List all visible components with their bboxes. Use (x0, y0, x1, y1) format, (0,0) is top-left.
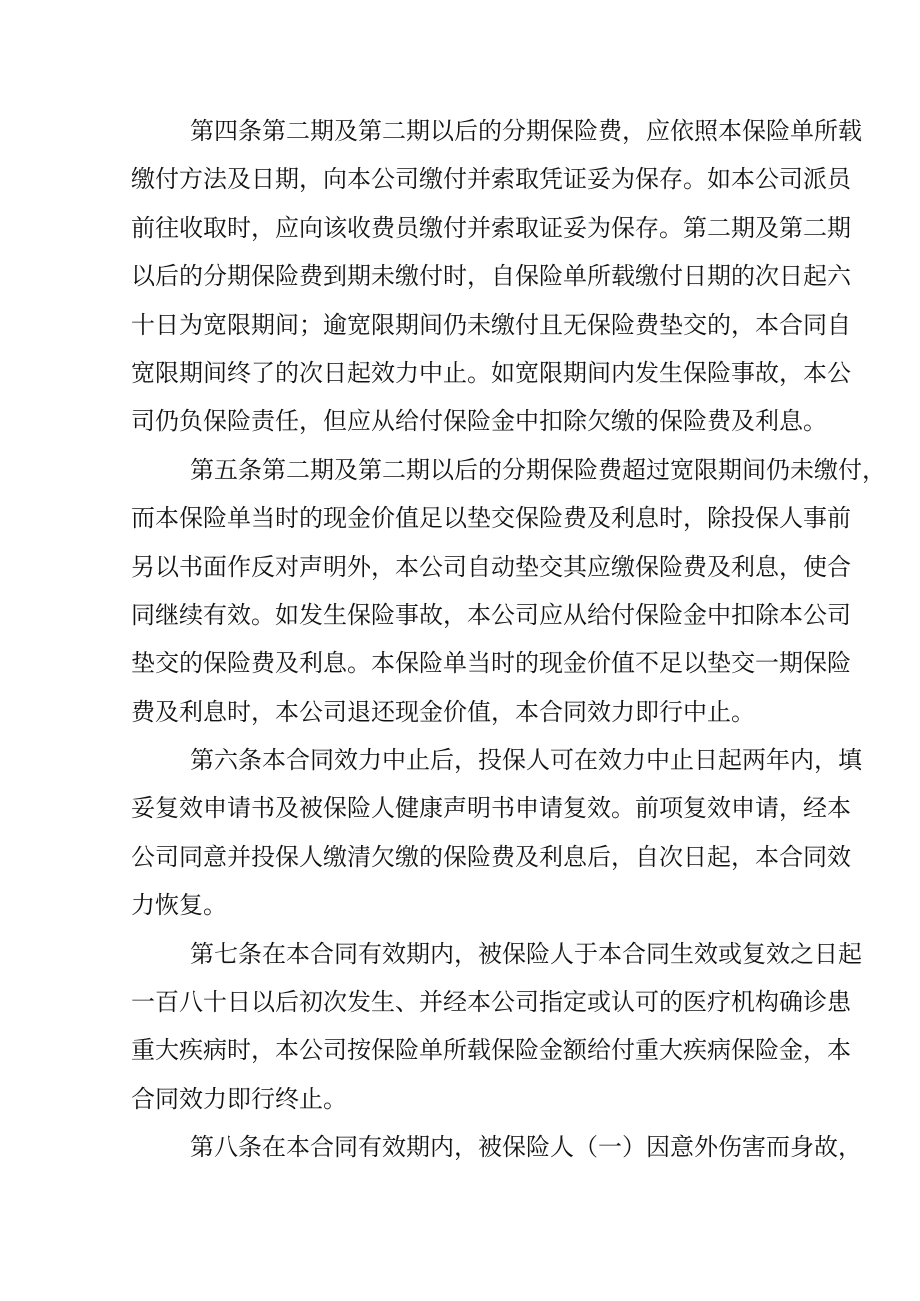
paragraph (131, 107, 862, 446)
text-line: 以后的分期保险费到期未缴付时，自保险单所载缴付日期的次日起六 (131, 262, 851, 291)
text-line: 力恢复。 (131, 891, 227, 920)
text-line: 一百八十日以后初次发生、并经本公司指定或认可的医疗机构确诊患 (131, 988, 851, 1017)
text-line: 而本保险单当时的现金价值足以垫交保险费及利息时，除投保人事前 (131, 504, 851, 533)
text-line: 同继续有效。如发生保险事故，本公司应从给付保险金中扣除本公司 (131, 600, 851, 629)
text-line: 妥复效申请书及被保险人健康声明书申请复效。前项复效申请，经本 (131, 794, 851, 823)
text-line: 缴付方法及日期，向本公司缴付并索取凭证妥为保存。如本公司派员 (131, 165, 851, 194)
text-line: 费及利息时，本公司退还现金价值，本合同效力即行中止。 (131, 697, 755, 726)
text-line: 公司同意并投保人缴清欠缴的保险费及利息后，自次日起，本合同效 (131, 842, 851, 871)
text-line: 第七条在本合同有效期内，被保险人于本合同生效或复效之日起 (190, 939, 862, 968)
text-line: 第四条第二期及第二期以后的分期保险费，应依照本保险单所载 (190, 117, 862, 145)
paragraph (131, 1123, 862, 1171)
text-line: 合同效力即行终止。 (131, 1084, 347, 1113)
paragraph (131, 930, 862, 1124)
text-line: 第八条在本合同有效期内，被保险人（一）因意外伤害而身故， (190, 1133, 862, 1162)
paragraph (131, 736, 862, 930)
text-line: 垫交的保险费及利息。本保险单当时的现金价值不足以垫交一期保险 (131, 649, 851, 678)
text-line: 另以书面作反对声明外，本公司自动垫交其应缴保险费及利息，使合 (131, 552, 851, 581)
text-line: 前往收取时，应向该收费员缴付并索取证妥为保存。第二期及第二期 (131, 213, 851, 242)
document-body (131, 107, 886, 1172)
text-line: 十日为宽限期间；逾宽限期间仍未缴付且无保险费垫交的，本合同自 (131, 310, 851, 339)
text-line: 第五条第二期及第二期以后的分期保险费超过宽限期间仍未缴付， (190, 455, 886, 484)
text-line: 司仍负保险责任，但应从给付保险金中扣除欠缴的保险费及利息。 (131, 407, 827, 436)
text-line: 重大疾病时，本公司按保险单所载保险金额给付重大疾病保险金，本 (131, 1036, 851, 1065)
text-line: 宽限期间终了的次日起效力中止。如宽限期间内发生保险事故，本公 (131, 358, 851, 387)
text-line: 第六条本合同效力中止后，投保人可在效力中止日起两年内，填 (190, 746, 862, 775)
paragraph (131, 446, 886, 736)
